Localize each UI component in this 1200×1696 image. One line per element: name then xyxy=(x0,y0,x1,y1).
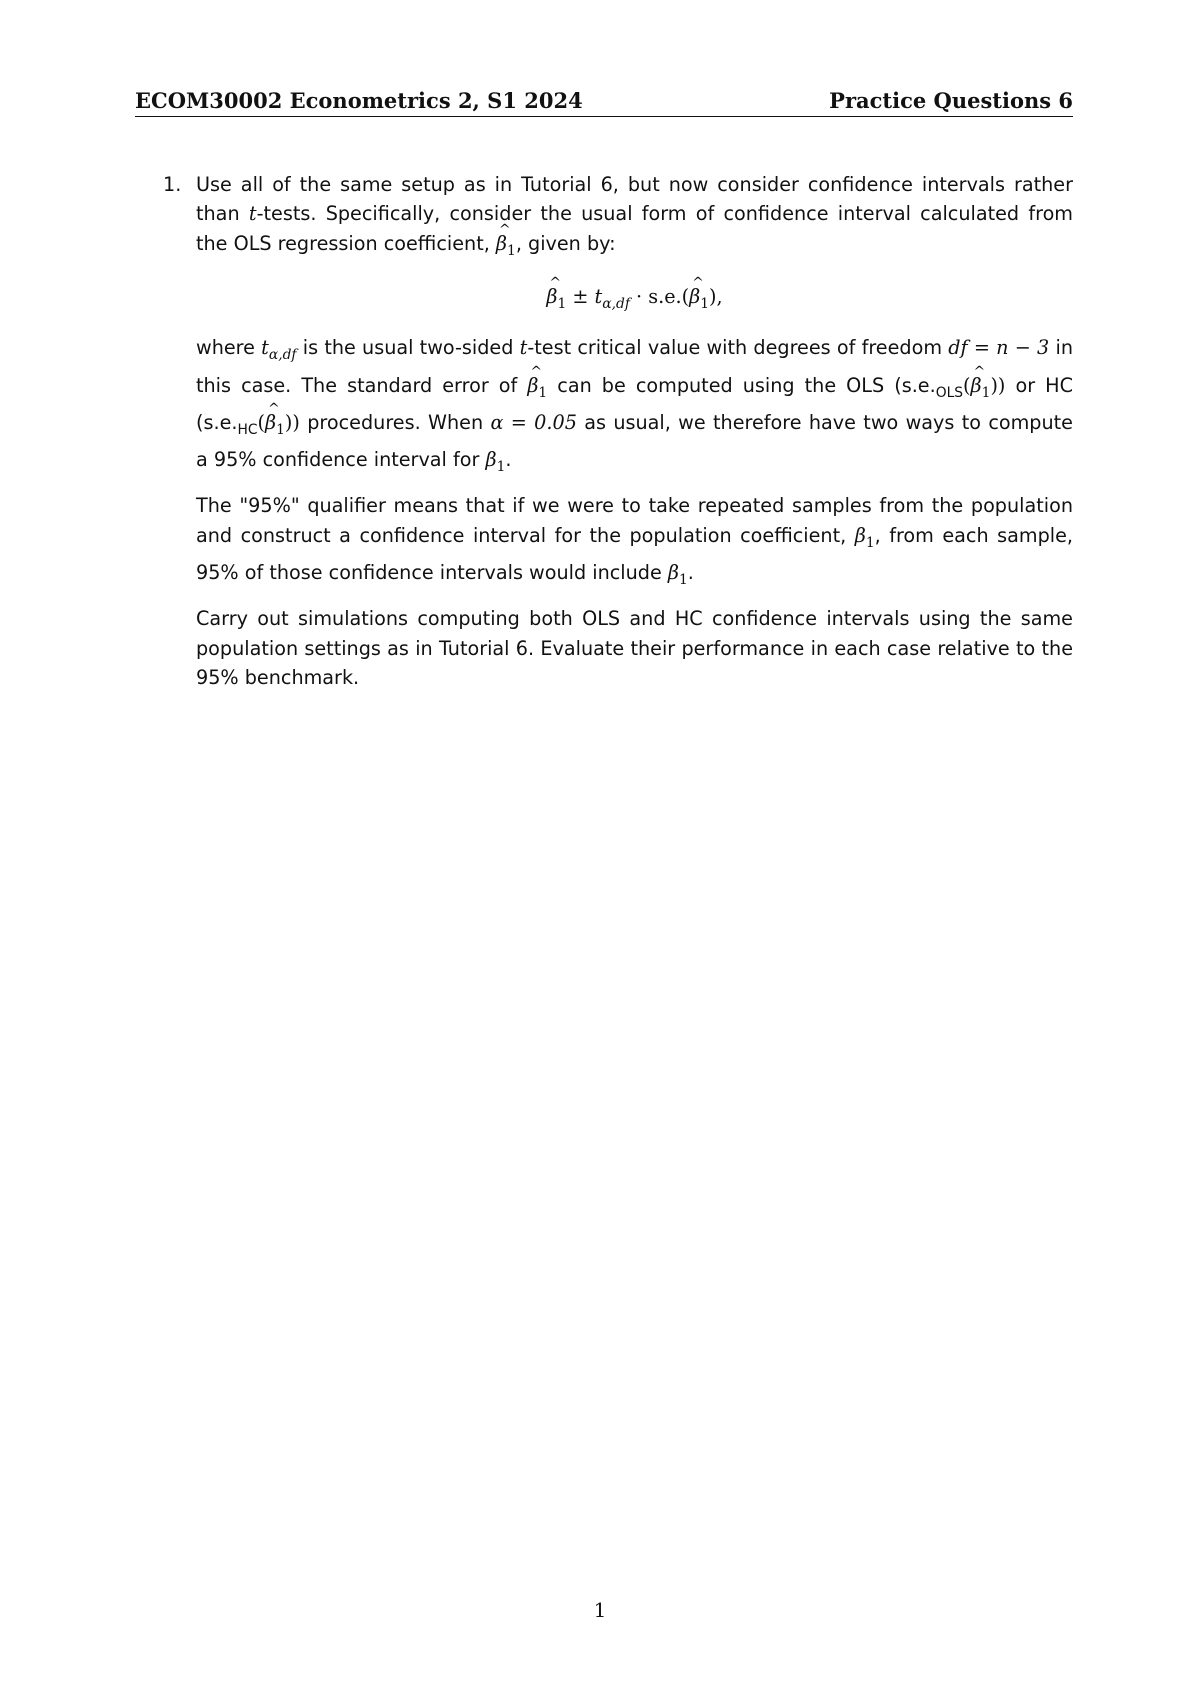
question-number: 1. xyxy=(163,173,182,196)
question-paragraph-2: where $t_{\alpha,df}$ is the usual two-sided t-test critical value with degrees of freedom df = n − 3 in this case. The standard error of ^ $\beta_1$ can be computed using the OLS ($s.e._{OLS}$( ^ $\beta_1$)) or HC ($s.e._{HC}$( ^ $\beta_1$)) procedures. When α = 0.05 as usual, we therefore have two ways to compute a 95% confidence interval for $\beta_1$. xyxy=(196,336,1073,475)
confidence-interval-equation: ^ $\beta_1 \pm t_{\alpha,df} \cdot s.e$.( ^ $\beta_1$), xyxy=(546,275,723,312)
question-paragraph-3: The "95%" qualifier means that if we were to take repeated samples from the population and construct a confidence interval for the population coefficient, $\beta_1$, from each sample, 95% of those confidence intervals would include $\beta_1$. xyxy=(196,494,1073,588)
document-body xyxy=(135,170,1073,701)
page-number: 1 xyxy=(593,1598,607,1622)
page-header xyxy=(135,84,1073,117)
course-title: ECOM30002 Econometrics 2, S1 2024 xyxy=(135,88,583,113)
sheet-title: Practice Questions 6 xyxy=(829,88,1073,113)
question-paragraph-4: Carry out simulations computing both OLS and HC confidence intervals using the same population settings as in Tutorial 6. Evaluate their performance in each case relative to the 95% benchmark. xyxy=(196,607,1073,689)
question-1 xyxy=(135,170,1073,692)
question-paragraph-1: Use all of the same setup as in Tutorial 6, but now consider confidence intervals rather than t-tests. Specifically, consider the usual form of confidence interval calculated from the OLS regression coefficient, ^ $\beta_1$, given by: xyxy=(196,173,1073,259)
